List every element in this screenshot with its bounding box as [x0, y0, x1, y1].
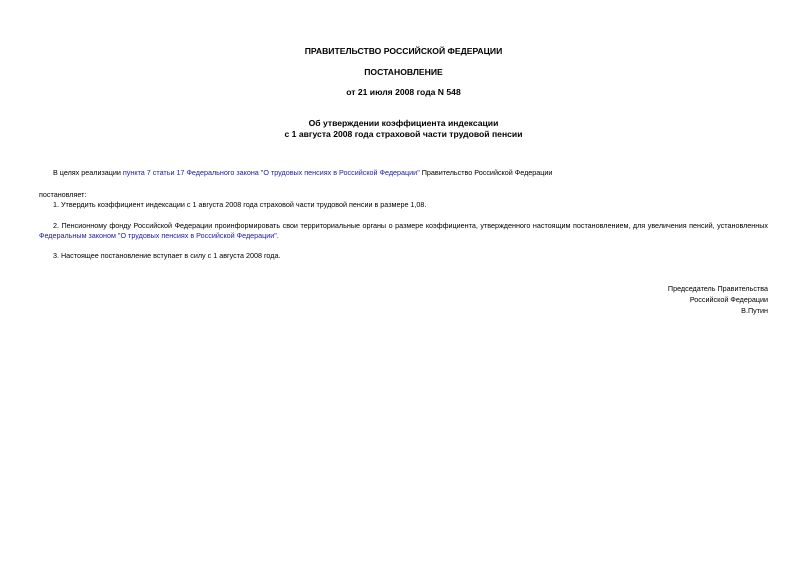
item-2 — [39, 221, 768, 241]
preamble-prefix: В целях реализации — [53, 168, 123, 177]
signature-position: Председатель Правительства — [667, 284, 768, 293]
item-1: 1. Утвердить коэффициент индексации с 1 августа 2008 года страховой части трудовой пенсии в размере 1,08. — [53, 200, 427, 209]
title-line-2: с 1 августа 2008 года страховой части трудовой пенсии — [284, 129, 523, 139]
signature-organization: Российской Федерации — [689, 295, 768, 304]
signature-name: В.Путин — [741, 306, 768, 315]
item-2-line-2 — [39, 231, 768, 241]
preamble-paragraph — [53, 168, 552, 178]
item-2-end: . — [276, 231, 279, 240]
item-3: 3. Настоящее постановление вступает в силу с 1 августа 2008 года. — [53, 251, 281, 260]
item-2-line-1: 2. Пенсионному фонду Российской Федерации проинформировать свои территориальные органы о размере коэффициента, утвержденного настоящим постановлением, для увеличения пенсий, установленных — [53, 221, 768, 230]
signature-block — [668, 283, 768, 316]
preamble-suffix: Правительство Российской Федерации — [419, 168, 553, 177]
document-type-heading: ПОСТАНОВЛЕНИЕ — [364, 67, 443, 77]
government-heading: ПРАВИТЕЛЬСТВО РОССИЙСКОЙ ФЕДЕРАЦИИ — [304, 46, 503, 56]
date-number-heading: от 21 июля 2008 года N 548 — [346, 87, 461, 97]
item-2-law-link[interactable]: Федеральным законом "О трудовых пенсиях в Российской Федерации" — [39, 231, 277, 240]
title-line-1: Об утверждении коэффициента индексации — [308, 118, 499, 128]
preamble-law-link[interactable]: пункта 7 статьи 17 Федерального закона "О трудовых пенсиях в Российской Федерации" — [122, 168, 420, 177]
resolves-text: постановляет: — [39, 190, 87, 199]
